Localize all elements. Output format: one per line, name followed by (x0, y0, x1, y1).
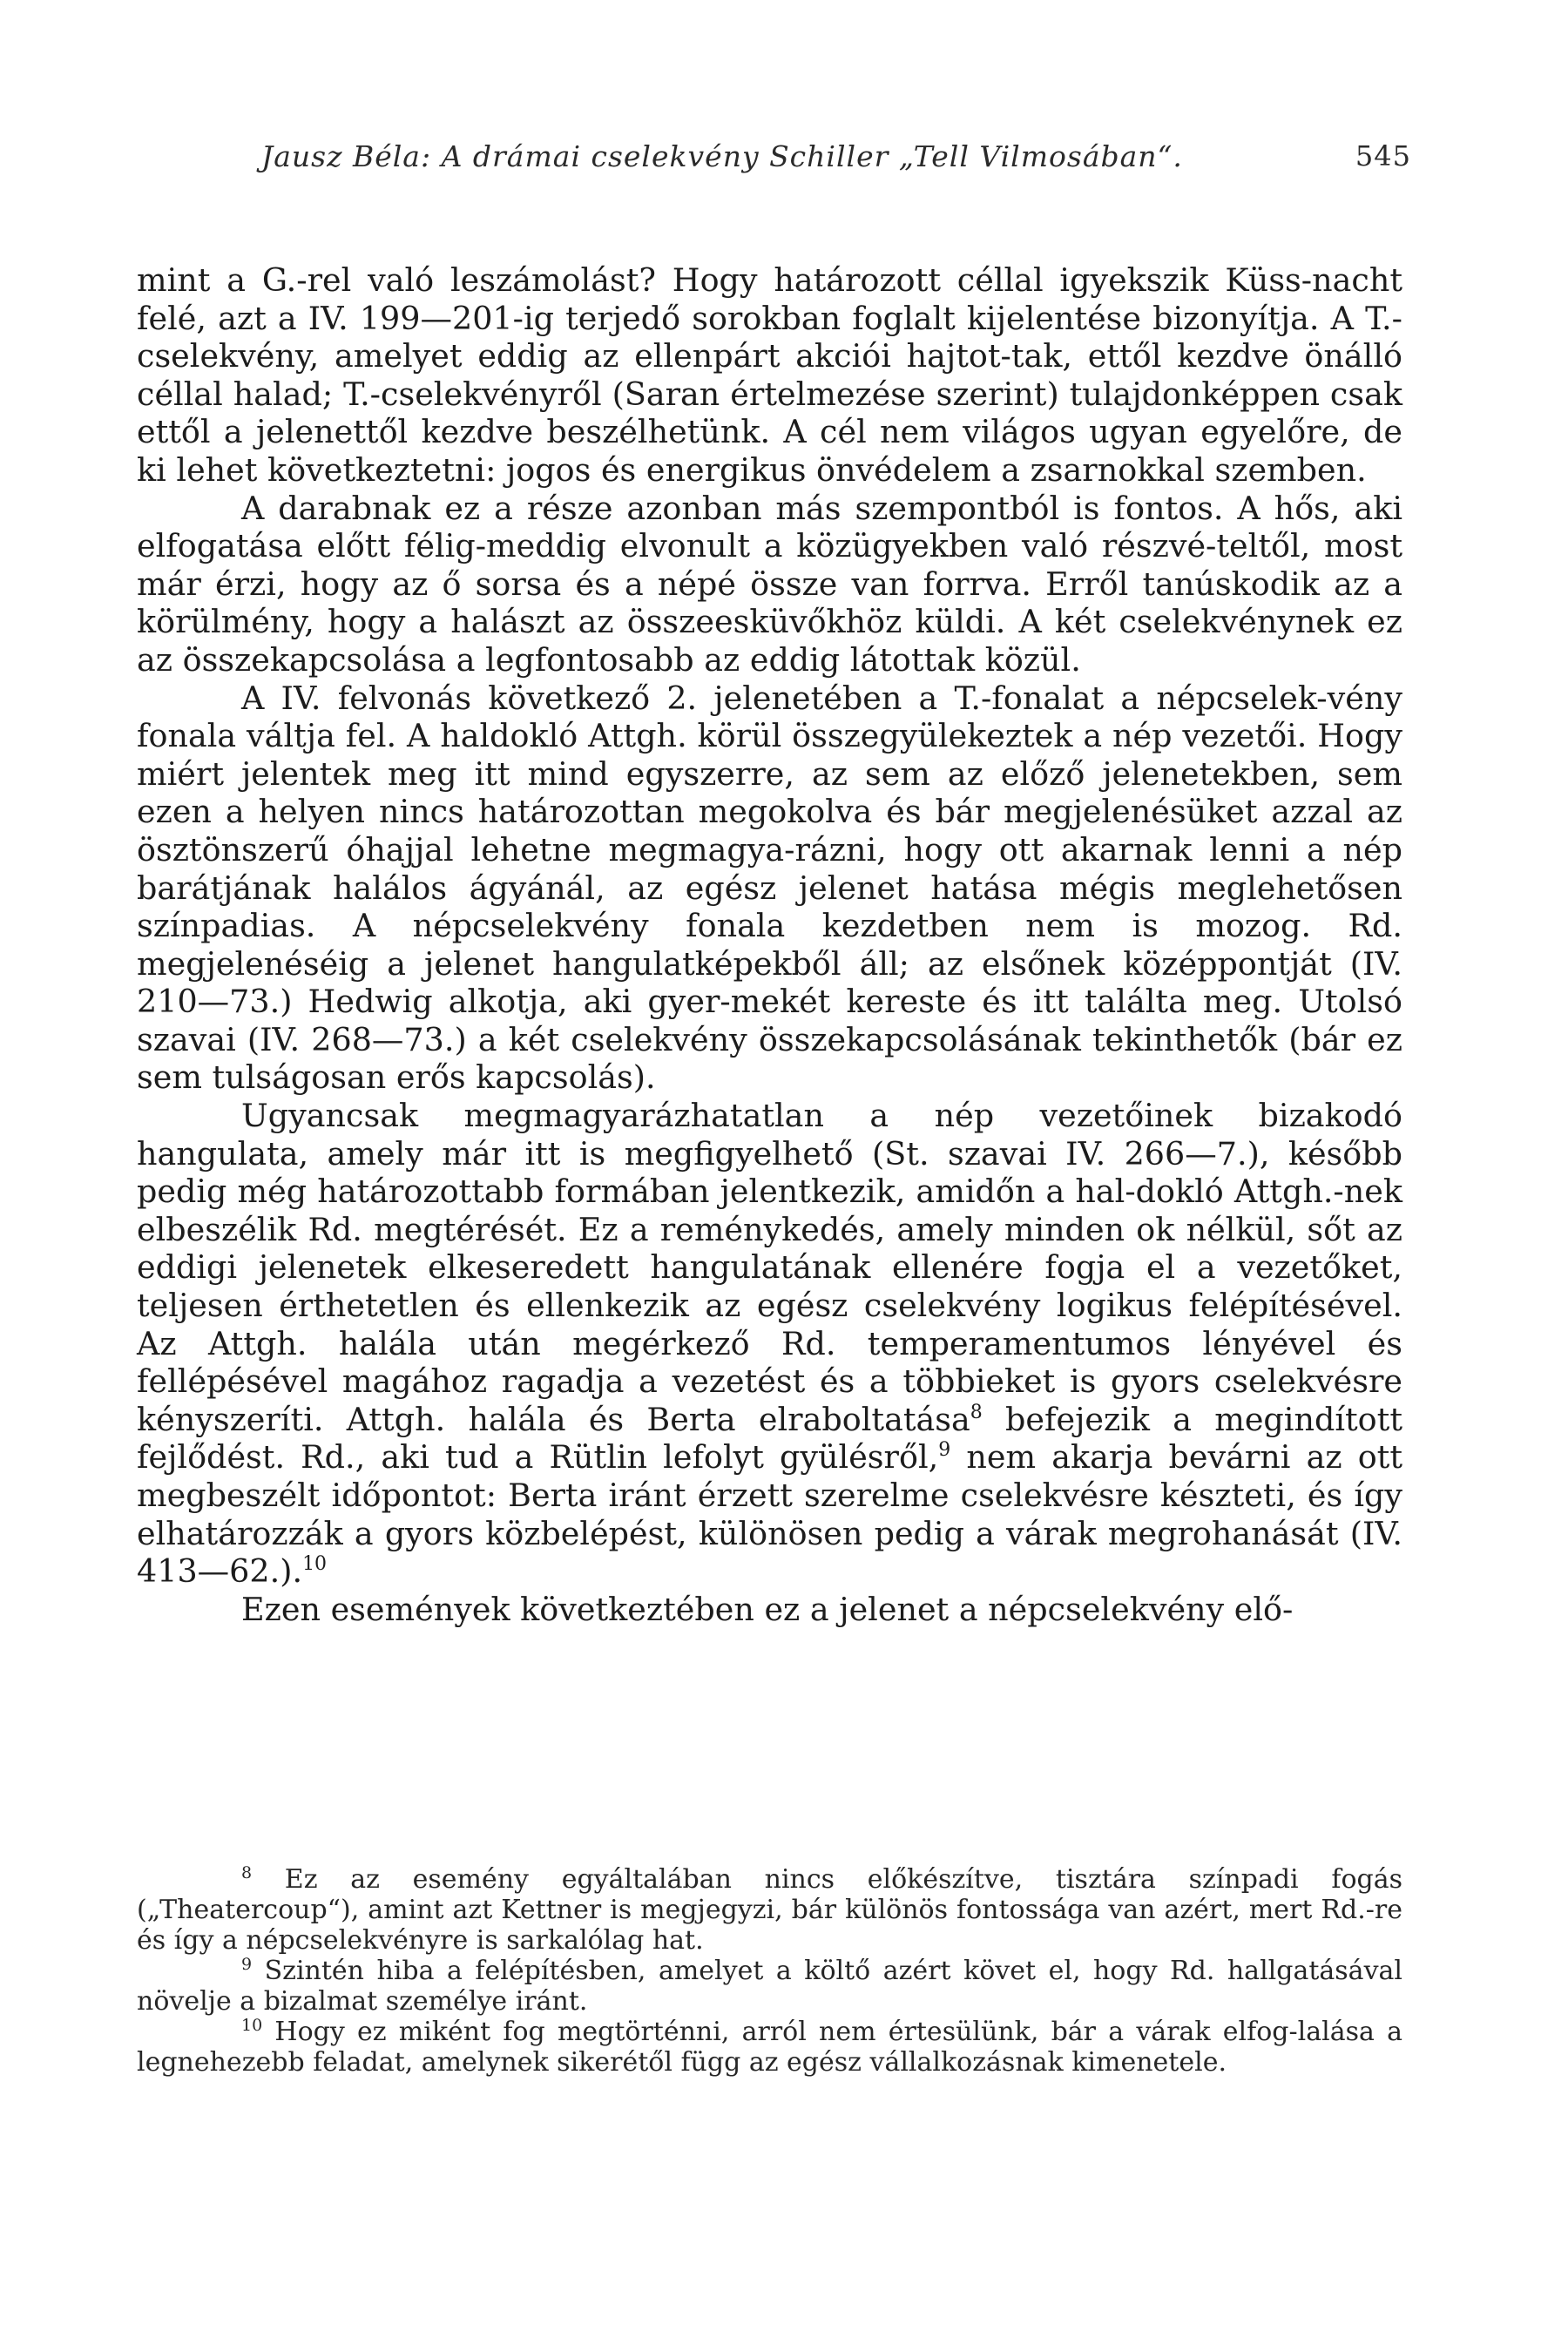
running-header (261, 139, 1411, 173)
footnote-ref-10: 10 (302, 1553, 328, 1576)
paragraph-4 (137, 1097, 1402, 1591)
footnote-10-text: Hogy ez miként fog megtörténni, arról nem értesülünk, bár a várak elfog-lalása a legnehezebb feladat, amelynek sikerétől függ az egész vállalkozásnak kimenetele. (137, 2017, 1402, 2078)
footnote-10-mark: 10 (241, 2016, 263, 2035)
paragraph-4-part-c: nem akarja bevárni az ott megbeszélt időpontot: Berta iránt érzett szerelme cselekvésre készteti, és így elhatározzák a gyors közbelépést, különösen pedig a várak megrohanását (IV. 413—62.). (137, 1438, 1402, 1591)
footnote-9 (137, 1956, 1402, 2017)
footnote-8-text: Ez az esemény egyáltalában nincs előkészítve, tisztára színpadi fogás („Theatercoup“), amint azt Kettner is megjegyzi, bár különös fontossága van azért, mert Rd.-re és így a népcselekvényre is sarkalólag hat. (137, 1864, 1402, 1956)
footnote-ref-9: 9 (938, 1439, 951, 1462)
paragraph-1: mint a G.-rel való leszámolást? Hogy határozott céllal igyekszik Küss-nacht felé, azt a IV. 199—201-ig terjedő sorokban foglalt kijelentése bizonyítja. A T.-cselekvény, amelyet eddig az ellenpárt akciói hajtot-tak, ettől kezdve önálló céllal halad; T.-cselekvényről (Saran értelmezése szerint) tulajdonképpen csak ettől a jelenettől kezdve beszélhetünk. A cél nem világos ugyan egyelőre, de ki lehet következtetni: jogos és energikus önvédelem a zsarnokkal szemben. (137, 261, 1402, 489)
paragraph-4-part-b: befejezik a megindított fejlődést. Rd., aki tud a Rütlin lefolyt gyülésről, (137, 1400, 1402, 1477)
footnote-8 (137, 1864, 1402, 1956)
footnotes (137, 1864, 1402, 2078)
body-text (137, 261, 1402, 1628)
paragraph-5: Ezen események következtében ez a jelenet a népcselekvény elő- (241, 1590, 1294, 1628)
paragraph-3: A IV. felvonás következő 2. jelenetében a T.-fonalat a népcselek-vény fonala váltja fel. A haldokló Attgh. körül összegyülekeztek a nép vezetői. Hogy miért jelentek meg itt mind egyszerre, az sem az előző jelenetekben, sem ezen a helyen nincs határozottan megokolva és bár megjelenésüket azzal az ösztönszerű óhajjal lehetne megmagya-rázni, hogy ott akarnak lenni a nép barátjának halálos ágyánál, az egész jelenet hatása mégis meglehetősen színpadias. A népcselekvény fonala kezdetben nem is mozog. Rd. megjelenéséig a jelenet hangulatképekből áll; az elsőnek középpontját (IV. 210—73.) Hedwig alkotja, aki gyer-mekét kereste és itt találta meg. Utolsó szavai (IV. 268—73.) a két cselekvény összekapcsolásának tekinthetők (bár ez sem tulságosan erős kapcsolás). (137, 679, 1402, 1097)
running-header-title: Jausz Béla: A drámai cselekvény Schiller „Tell Vilmosában“. (261, 139, 1183, 173)
footnote-8-mark: 8 (241, 1863, 253, 1882)
page-number: 545 (1355, 139, 1411, 172)
paragraph-4-part-a: Ugyancsak megmagyarázhatatlan a nép vezetőinek bizakodó hangulata, amely már itt is megfigyelhető (St. szavai IV. 266—7.), később pedig még határozottabb formában jelentkezik, amidőn a hal-dokló Attgh.-nek elbeszélik Rd. megtérését. Ez a reménykedés, amely minden ok nélkül, sőt az eddigi jelenetek elkeseredett hangulatának ellenére fogja el a vezetőket, teljesen érthetetlen és ellenkezik az egész cselekvény logikus felépítésével. Az Attgh. halála után megérkező Rd. temperamentumos lényével és fellépésével magához ragadja a vezetést és a többieket is gyors cselekvésre kényszeríti. Attgh. halála és Berta elraboltatása (137, 1097, 1402, 1438)
footnote-9-text: Szintén hiba a felépítésben, amelyet a költő azért követ el, hogy Rd. hallgatásával növelje a bizalmat személye iránt. (137, 1956, 1402, 2017)
footnote-ref-8: 8 (970, 1401, 983, 1423)
footnote-9-mark: 9 (241, 1955, 253, 1974)
footnote-10 (137, 2017, 1402, 2078)
paragraph-2: A darabnak ez a része azonban más szempontból is fontos. A hős, aki elfogatása előtt félig-meddig elvonult a közügyekben való részvé-teltől, most már érzi, hogy az ő sorsa és a népé össze van forrva. Erről tanúskodik az a körülmény, hogy a halászt az összeesküvőkhöz küldi. A két cselekvénynek ez az összekapcsolása a legfontosabb az eddig látottak közül. (137, 489, 1402, 679)
